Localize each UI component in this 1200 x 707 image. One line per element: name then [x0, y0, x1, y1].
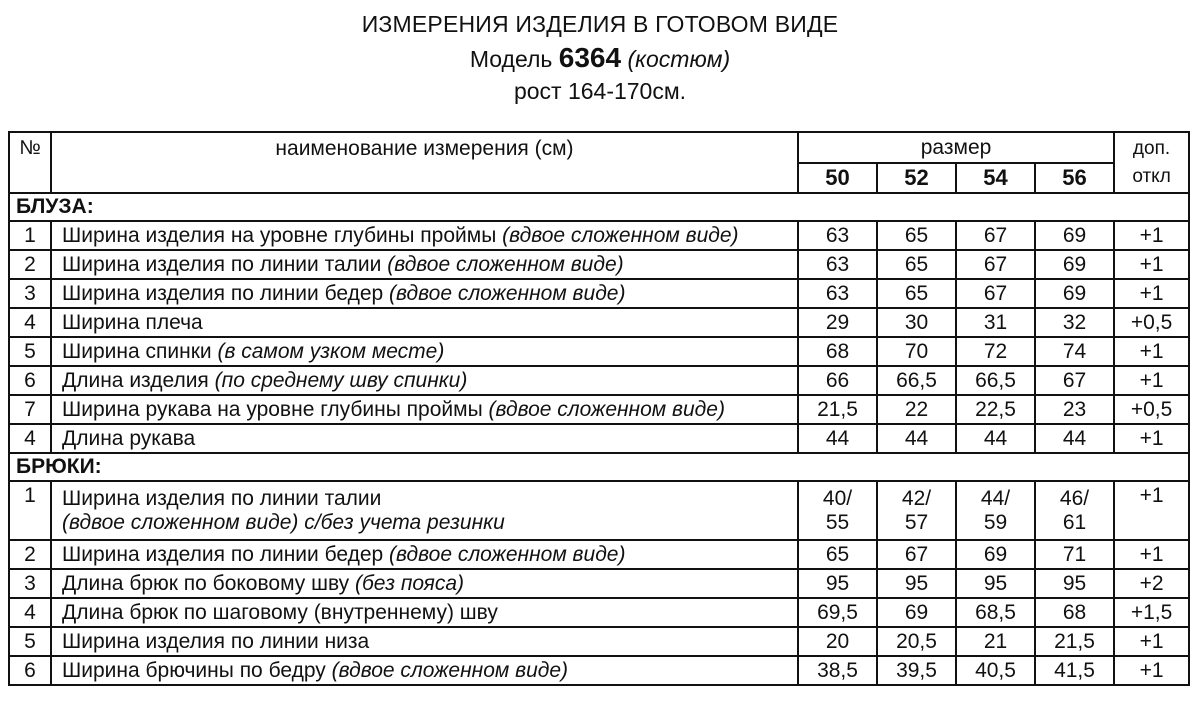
size-value: 67 [1035, 366, 1114, 395]
size-value: 67 [956, 221, 1035, 250]
size-value: 21 [956, 627, 1035, 656]
measurement-name [51, 424, 798, 453]
size-value: 70 [877, 337, 956, 366]
size-value: 68 [1035, 598, 1114, 627]
tolerance-value: +1 [1114, 424, 1189, 453]
row-number: 1 [9, 481, 51, 540]
size-value: 31 [956, 308, 1035, 337]
row-number: 2 [9, 250, 51, 279]
table-row [9, 481, 1189, 540]
size-value: 65 [877, 279, 956, 308]
size-value: 20 [798, 627, 877, 656]
measurement-label: Длина брюк по боковому шву [62, 571, 355, 595]
size-value: 40,5 [956, 656, 1035, 685]
size-value: 68 [798, 337, 877, 366]
size-value: 69 [956, 540, 1035, 569]
size-value: 21,5 [798, 395, 877, 424]
size-value: 69 [877, 598, 956, 627]
tolerance-value: +0,5 [1114, 395, 1189, 424]
measurements-body [9, 193, 1189, 685]
size-value: 95 [956, 569, 1035, 598]
size-value: 72 [956, 337, 1035, 366]
size-value: 44 [877, 424, 956, 453]
row-number: 6 [9, 366, 51, 395]
row-number: 3 [9, 279, 51, 308]
table-row [9, 598, 1189, 627]
height-range: рост 164-170см. [513, 78, 687, 104]
tolerance-value: +1 [1114, 481, 1189, 540]
table-row [9, 540, 1189, 569]
size-value: 95 [1035, 569, 1114, 598]
row-number: 1 [9, 221, 51, 250]
col-header-size: размер [798, 132, 1114, 163]
measurement-name [51, 366, 798, 395]
measurement-note: (вдвое сложенном виде) [331, 658, 569, 682]
size-value: 95 [877, 569, 956, 598]
section-header-row [9, 193, 1189, 221]
row-number: 4 [9, 424, 51, 453]
size-value: 74 [1035, 337, 1114, 366]
measurement-name [51, 627, 798, 656]
col-header-name: наименование измерения (см) [51, 132, 798, 193]
size-value: 22,5 [956, 395, 1035, 424]
size-value: 67 [956, 279, 1035, 308]
tolerance-value: +1 [1114, 279, 1189, 308]
tolerance-value: +0,5 [1114, 308, 1189, 337]
size-value: 66,5 [877, 366, 956, 395]
section-title: БЛУЗА: [9, 193, 1189, 221]
size-value: 63 [798, 279, 877, 308]
size-value: 68,5 [956, 598, 1035, 627]
row-number: 5 [9, 627, 51, 656]
measurement-label: Ширина плеча [62, 310, 203, 334]
size-value: 22 [877, 395, 956, 424]
size-value: 44/ 59 [956, 481, 1035, 540]
measurement-label: Ширина изделия по линии бедер [62, 542, 390, 566]
measurement-name [51, 308, 798, 337]
size-52: 52 [877, 163, 956, 193]
size-value: 95 [798, 569, 877, 598]
row-number: 7 [9, 395, 51, 424]
tolerance-value: +1 [1114, 540, 1189, 569]
size-value: 67 [956, 250, 1035, 279]
tolerance-value: +1 [1114, 627, 1189, 656]
measurement-name [51, 569, 798, 598]
measurement-name [51, 481, 798, 540]
table-row [9, 366, 1189, 395]
col-header-number: № [9, 132, 51, 193]
document-title: ИЗМЕРЕНИЯ ИЗДЕЛИЯ В ГОТОВОМ ВИДЕ [361, 11, 839, 37]
size-value: 46/ 61 [1035, 481, 1114, 540]
measurement-label: Ширина изделия по линии низа [62, 629, 370, 653]
size-value: 38,5 [798, 656, 877, 685]
measurement-note: (без пояса) [354, 571, 464, 595]
size-value: 32 [1035, 308, 1114, 337]
size-value: 63 [798, 250, 877, 279]
measurement-name [51, 250, 798, 279]
size-value: 63 [798, 221, 877, 250]
size-value: 66,5 [956, 366, 1035, 395]
measurement-note: (вдвое сложенном виде) [389, 281, 626, 305]
table-row [9, 424, 1189, 453]
size-value: 23 [1035, 395, 1114, 424]
size-54: 54 [956, 163, 1035, 193]
size-value: 29 [798, 308, 877, 337]
table-row [9, 656, 1189, 685]
measurement-label: Ширина изделия по линии бедер [62, 281, 390, 305]
model-number: 6364 [558, 42, 622, 73]
row-number: 2 [9, 540, 51, 569]
measurement-name [51, 221, 798, 250]
tolerance-value: +1,5 [1114, 598, 1189, 627]
table-row [9, 221, 1189, 250]
size-value: 42/ 57 [877, 481, 956, 540]
document-header [0, 6, 1200, 107]
size-value: 30 [877, 308, 956, 337]
row-number: 6 [9, 656, 51, 685]
measurement-label: Ширина рукава на уровне глубины проймы [62, 397, 489, 421]
size-value: 20,5 [877, 627, 956, 656]
measurement-name [51, 337, 798, 366]
row-number: 4 [9, 308, 51, 337]
model-type: (костюм) [627, 46, 731, 72]
size-value: 65 [877, 221, 956, 250]
size-56: 56 [1035, 163, 1114, 193]
table-row [9, 627, 1189, 656]
section-header-row [9, 453, 1189, 481]
size-value: 44 [1035, 424, 1114, 453]
size-value: 41,5 [1035, 656, 1114, 685]
col-header-tolerance [1114, 132, 1189, 193]
measurement-name [51, 279, 798, 308]
measurement-label: Ширина брючины по бедру [62, 658, 332, 682]
size-value: 69 [1035, 279, 1114, 308]
size-value: 21,5 [1035, 627, 1114, 656]
model-prefix: Модель [469, 46, 553, 72]
row-number: 5 [9, 337, 51, 366]
measurement-note: (вдвое сложенном виде) [502, 223, 739, 247]
measurement-note: (вдвое сложенном виде) [488, 397, 725, 421]
measurement-label: Ширина изделия по линии талии [62, 486, 382, 510]
measurement-note: (по среднему шву спинки) [214, 368, 468, 392]
measurement-label: Ширина спинки [62, 339, 218, 363]
table-row [9, 395, 1189, 424]
tolerance-value: +2 [1114, 569, 1189, 598]
tolerance-value: +1 [1114, 366, 1189, 395]
size-value: 66 [798, 366, 877, 395]
table-row [9, 279, 1189, 308]
size-value: 65 [798, 540, 877, 569]
col-header-tolerance-line1: доп. [1132, 137, 1171, 159]
measurement-note: (вдвое сложенном виде) [389, 542, 626, 566]
measurement-label: Ширина изделия на уровне глубины проймы [62, 223, 503, 247]
measurement-name [51, 540, 798, 569]
size-value: 69 [1035, 221, 1114, 250]
row-number: 4 [9, 598, 51, 627]
measurement-note: (в самом узком месте) [217, 339, 445, 363]
table-row [9, 569, 1189, 598]
model-line [0, 42, 1200, 75]
col-header-tolerance-line2: откл [1132, 165, 1171, 187]
measurement-name [51, 598, 798, 627]
table-row [9, 250, 1189, 279]
size-value: 69,5 [798, 598, 877, 627]
measurements-table [8, 131, 1190, 686]
size-50: 50 [798, 163, 877, 193]
tolerance-value: +1 [1114, 221, 1189, 250]
table-row [9, 337, 1189, 366]
size-value: 40/ 55 [798, 481, 877, 540]
section-title: БРЮКИ: [9, 453, 1189, 481]
measurement-label: Длина брюк по шаговому (внутреннему) шву [62, 600, 498, 624]
tolerance-value: +1 [1114, 337, 1189, 366]
size-value: 67 [877, 540, 956, 569]
table-row [9, 308, 1189, 337]
measurement-name [51, 656, 798, 685]
measurement-label: Длина рукава [62, 426, 196, 450]
measurement-label: Длина изделия [62, 368, 215, 392]
row-number: 3 [9, 569, 51, 598]
size-value: 39,5 [877, 656, 956, 685]
size-value: 71 [1035, 540, 1114, 569]
measurement-label: Ширина изделия по линии талии [62, 252, 388, 276]
measurement-note: (вдвое сложенном виде) с/без учета резинки [62, 510, 505, 534]
size-value: 44 [798, 424, 877, 453]
tolerance-value: +1 [1114, 656, 1189, 685]
size-value: 65 [877, 250, 956, 279]
measurement-note: (вдвое сложенном виде) [387, 252, 624, 276]
size-value: 44 [956, 424, 1035, 453]
measurement-name [51, 395, 798, 424]
tolerance-value: +1 [1114, 250, 1189, 279]
size-value: 69 [1035, 250, 1114, 279]
